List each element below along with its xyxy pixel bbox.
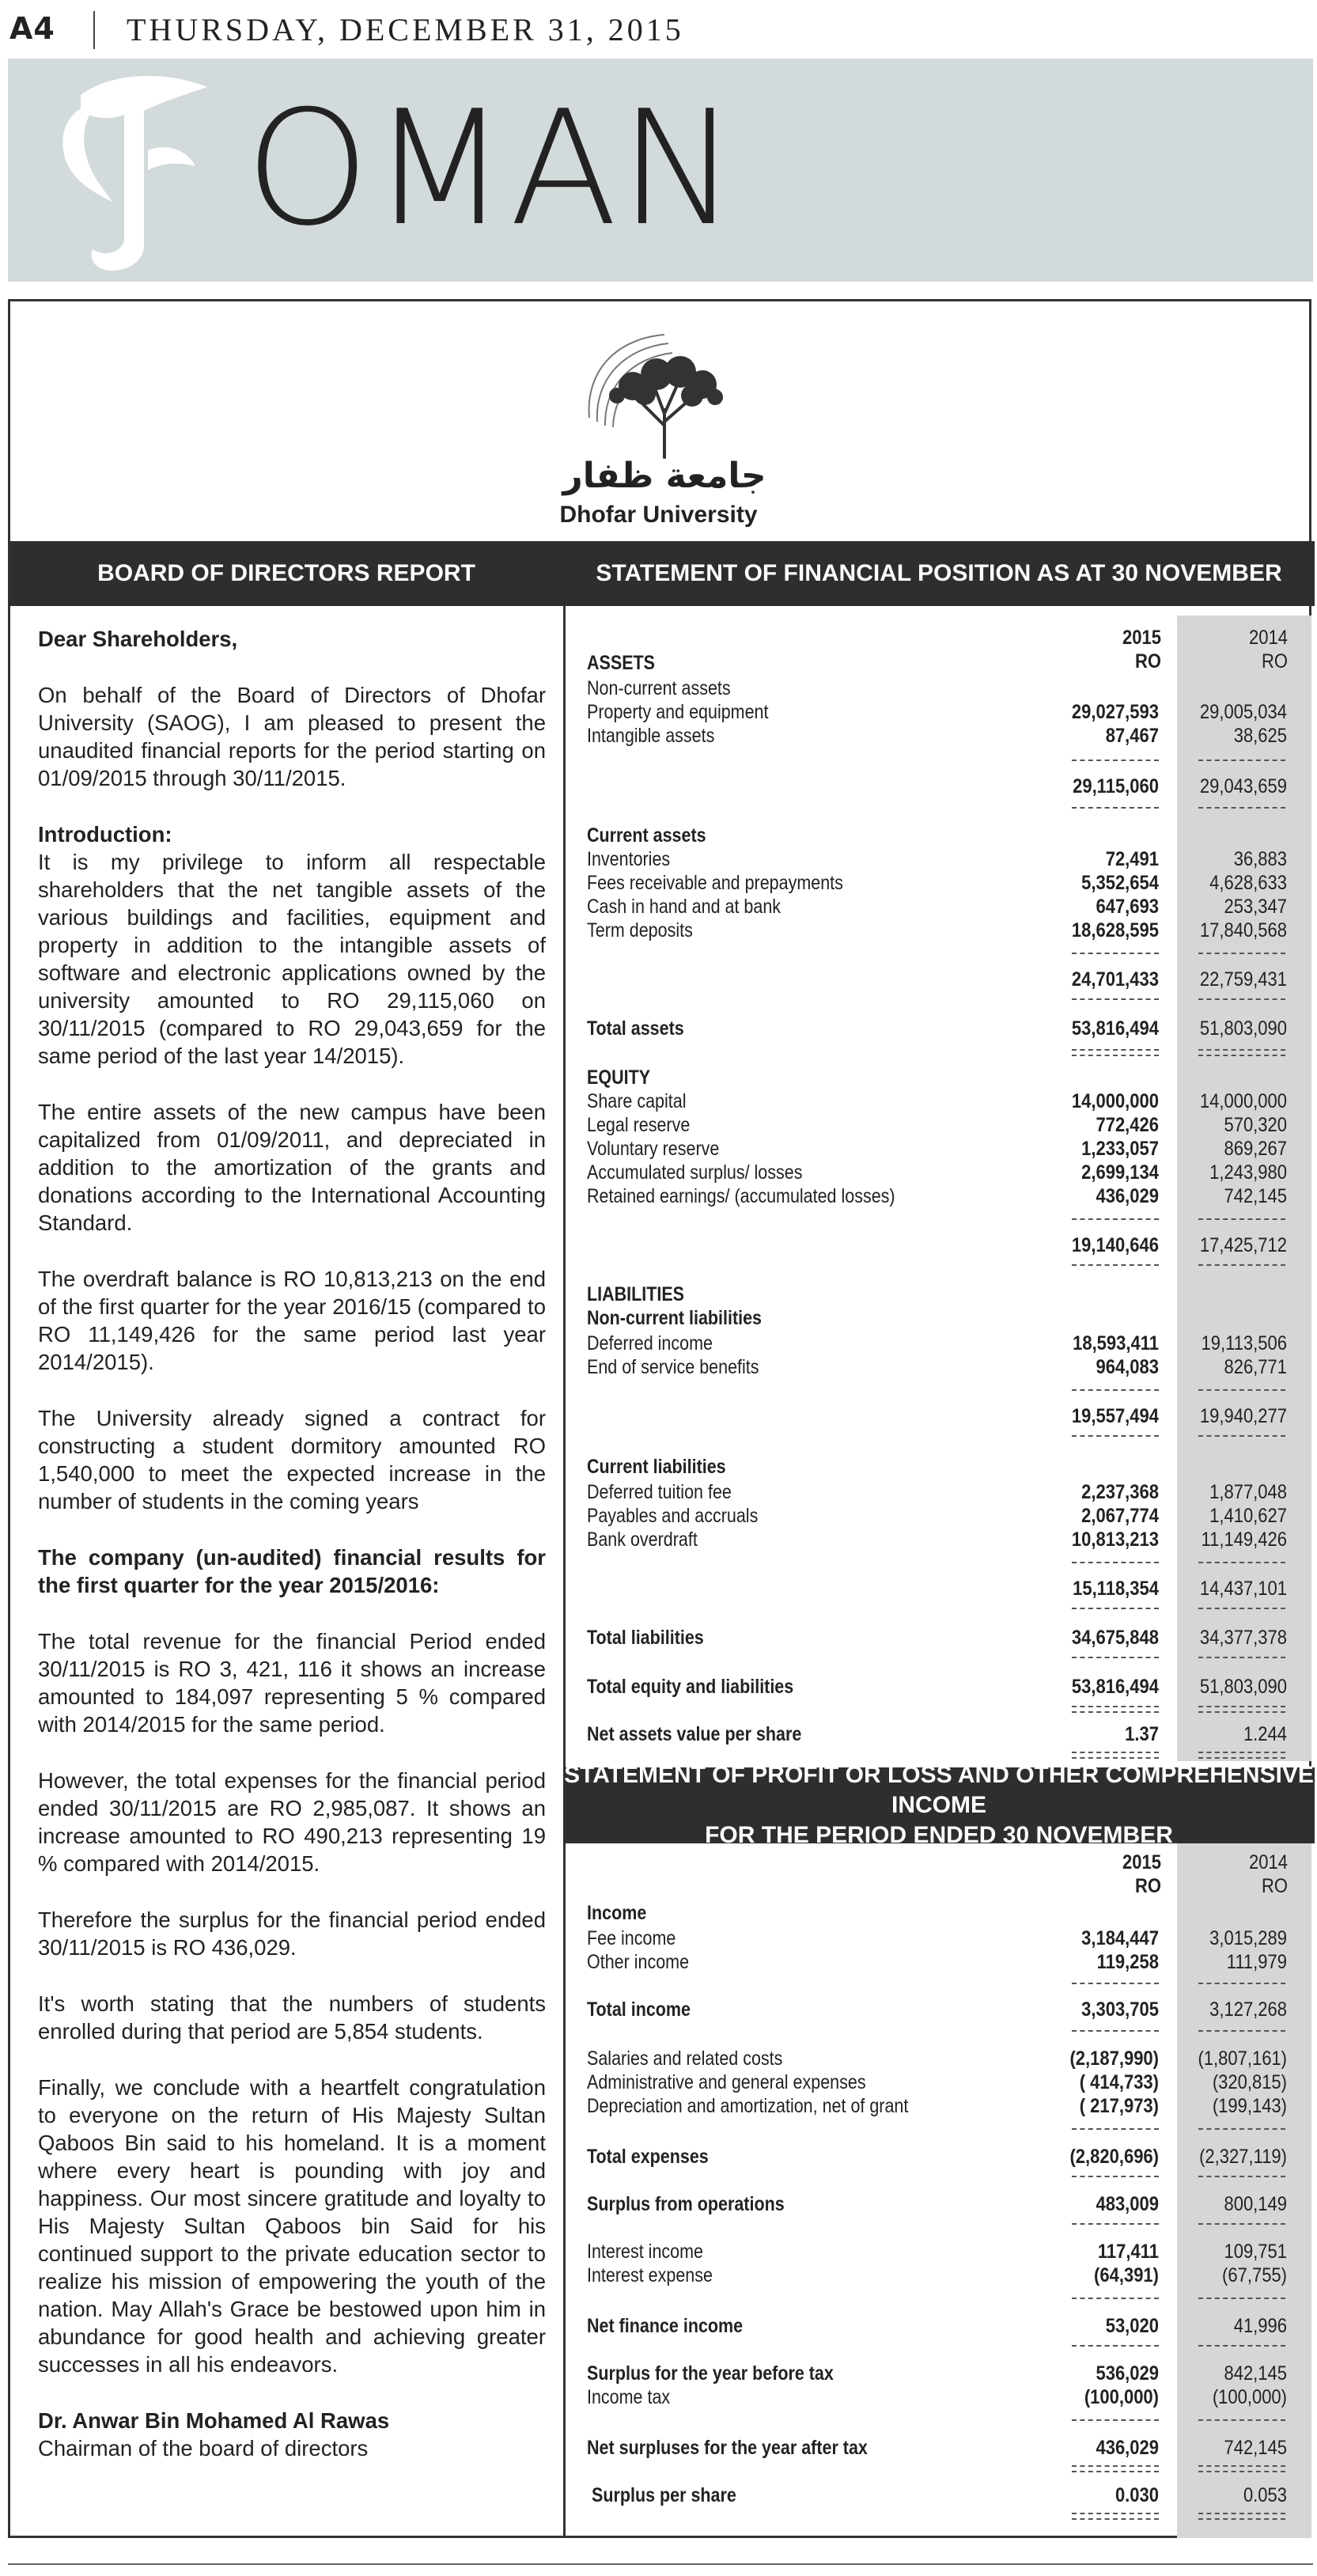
subtotal-rule	[1198, 1983, 1285, 1984]
non-current-assets-label: Non-current assets	[587, 677, 731, 699]
value-2014: 4,628,633	[1209, 872, 1287, 894]
assets-heading: ASSETS	[587, 652, 656, 674]
value-2015: 15,118,354	[1073, 1578, 1159, 1600]
value-2014: 17,840,568	[1199, 919, 1287, 941]
value-2015: (100,000)	[1084, 2386, 1159, 2408]
col-head-2015: 2015	[1122, 1851, 1161, 1873]
row-label: Surplus per share	[592, 2484, 736, 2506]
value-2015: ( 414,733)	[1079, 2071, 1159, 2093]
value-2015: 24,701,433	[1071, 968, 1159, 991]
value-2015: 18,593,411	[1073, 1332, 1159, 1354]
letter-paragraph: On behalf of the Board of Directors of Dhofar University (SAOG), I am pleased to present the unaudited financial reports for the period starting on 01/09/2015 through 30/11/2015.	[38, 683, 546, 790]
col-head-2015-unit: RO	[1135, 650, 1161, 672]
row-label: Administrative and general expenses	[587, 2071, 866, 2093]
page-bottom-rule	[8, 2563, 1313, 2565]
letter-paragraph: The overdraft balance is RO 10,813,213 on the end of the first quarter for the year 2016/15 (compared to RO 11,149,426 for the same period last year 2014/2015).	[38, 1267, 546, 1374]
row-label: Total liabilities	[587, 1627, 704, 1649]
value-2014: (67,755)	[1222, 2264, 1287, 2286]
value-2014: 14,000,000	[1199, 1090, 1287, 1112]
university-name-arabic: جامعة ظفار	[562, 456, 766, 496]
row-label: Term deposits	[587, 919, 693, 941]
value-2015: 2,237,368	[1081, 1481, 1159, 1503]
value-2015: 53,816,494	[1071, 1676, 1159, 1698]
value-2014: 111,979	[1226, 1951, 1287, 1973]
row-label: Deferred income	[587, 1332, 713, 1354]
salutation: Dear Shareholders,	[38, 627, 238, 651]
value-2015: 87,467	[1105, 725, 1159, 747]
value-2014: (320,815)	[1212, 2071, 1287, 2093]
intro-heading: Introduction:	[38, 822, 172, 847]
value-2015: 19,140,646	[1071, 1234, 1159, 1256]
value-2015: 436,029	[1096, 2437, 1159, 2459]
value-2015: 10,813,213	[1071, 1529, 1159, 1551]
value-2015: 119,258	[1096, 1951, 1159, 1973]
row-label: Fee income	[587, 1927, 676, 1949]
value-2015: 964,083	[1096, 1356, 1159, 1378]
letter-paragraph: The University already signed a contract for constructing a student dormitory amounted RO 1,540,000 to meet the expected increase in the number of students in the coming years	[38, 1406, 546, 1513]
value-2014: 869,267	[1224, 1138, 1287, 1160]
value-2014: 109,751	[1224, 2241, 1287, 2263]
value-2014: 22,759,431	[1199, 968, 1287, 991]
letter-paragraph: However, the total expenses for the financial period ended 30/11/2015 are RO 2,985,087. It shows an increase amounted to RO 490,213 representing 19 % compared with 2014/2015.	[38, 1768, 546, 1876]
row-label: Total equity and liabilities	[587, 1676, 794, 1698]
board-report-header: BOARD OF DIRECTORS REPORT	[9, 541, 563, 606]
row-label: Total expenses	[587, 2146, 709, 2168]
row-label: Accumulated surplus/ losses	[587, 1161, 803, 1184]
profit-loss-header-line1: STATEMENT OF PROFIT OR LOSS AND OTHER COMPREHENSIVE INCOME	[564, 1762, 1314, 1818]
row-label: Interest expense	[587, 2264, 713, 2286]
row-label: Intangible assets	[587, 725, 715, 747]
letter-paragraph: It is my privilege to inform all respectable shareholders that the net tangible assets of the various buildings and facilities, equipment and property in addition to the intangible assets of software and electronic applications owned by the university amounted to RO 29,115,060 on 30/11/2015 (compared to RO 29,043,659 for the same period of the last year 14/2015).	[38, 850, 546, 1068]
letter-paragraph: Therefore the surplus for the financial period ended 30/11/2015 is RO 436,029.	[38, 1907, 546, 1960]
col-head-2014: 2014	[1249, 627, 1288, 649]
row-label: End of service benefits	[587, 1356, 759, 1378]
row-label: Net assets value per share	[587, 1723, 802, 1745]
row-label: Surplus for the year before tax	[587, 2362, 834, 2385]
value-2014: 29,043,659	[1199, 775, 1287, 797]
row-label: Net surpluses for the year after tax	[587, 2437, 868, 2459]
value-2015: 3,303,705	[1081, 1998, 1159, 2021]
col-head-2015-unit: RO	[1135, 1875, 1161, 1897]
subtotal-rule	[1072, 2223, 1159, 2225]
row-label: Property and equipment	[587, 701, 769, 723]
total-double-rule	[1198, 2465, 1285, 2472]
value-2015: 14,000,000	[1071, 1090, 1159, 1112]
subtotal-rule	[1198, 2419, 1285, 2421]
current-liabilities-heading: Current liabilities	[587, 1456, 726, 1478]
row-label: Deferred tuition fee	[587, 1481, 732, 1503]
value-2014: 1,243,980	[1209, 1161, 1287, 1184]
row-label: Salaries and related costs	[587, 2048, 783, 2070]
value-2014: 253,347	[1224, 896, 1287, 918]
value-2015: 1.37	[1125, 1723, 1159, 1745]
value-2014: 826,771	[1224, 1356, 1287, 1378]
row-label: Cash in hand and at bank	[587, 896, 781, 918]
col-head-2014-unit: RO	[1262, 1875, 1288, 1897]
row-label: Total income	[587, 1998, 691, 2021]
row-label: Interest income	[587, 2241, 703, 2263]
value-2015: 29,027,593	[1071, 701, 1159, 723]
value-2015: 18,628,595	[1071, 919, 1159, 941]
signatory-title: Chairman of the board of directors	[38, 2436, 369, 2460]
value-2014: 51,803,090	[1199, 1017, 1287, 1040]
row-label: Net finance income	[587, 2315, 744, 2337]
row-label: Fees receivable and prepayments	[587, 872, 843, 894]
value-2015: 483,009	[1096, 2193, 1159, 2215]
subtotal-rule	[1198, 2345, 1285, 2347]
value-2015: 436,029	[1096, 1185, 1159, 1207]
total-double-rule	[1198, 2513, 1285, 2520]
section-title: OMAN	[245, 77, 740, 261]
subtotal-rule	[1198, 2128, 1285, 2130]
row-label: Retained earnings/ (accumulated losses)	[587, 1185, 895, 1207]
row-label: Income tax	[587, 2386, 671, 2408]
value-2014: 742,145	[1224, 2437, 1287, 2459]
letter-paragraph: The total revenue for the financial Period ended 30/11/2015 is RO 3, 421, 116 it shows an increase amounted to 184,097 representing 5 % compared with 2014/2015 for the same period.	[38, 1629, 546, 1737]
value-2014: 1,410,627	[1209, 1505, 1287, 1527]
value-2014: 1.244	[1243, 1723, 1287, 1745]
value-2014: 842,145	[1224, 2362, 1287, 2385]
value-2015: 0.030	[1115, 2484, 1159, 2506]
value-2015: (2,187,990)	[1069, 2048, 1159, 2070]
value-2014: 0.053	[1243, 2484, 1287, 2506]
subtotal-rule	[1072, 2345, 1159, 2347]
liabilities-heading: LIABILITIES	[587, 1283, 685, 1305]
value-2014: 570,320	[1224, 1114, 1287, 1136]
non-current-liabilities-heading: Non-current liabilities	[587, 1307, 763, 1329]
row-label: Bank overdraft	[587, 1529, 698, 1551]
value-2014: 38,625	[1233, 725, 1287, 747]
row-label: Depreciation and amortization, net of grant	[587, 2095, 909, 2117]
value-2015: 647,693	[1096, 896, 1159, 918]
subtotal-rule	[1072, 2128, 1159, 2130]
value-2015: (2,820,696)	[1069, 2146, 1159, 2168]
value-2014: (1,807,161)	[1198, 2048, 1287, 2070]
value-2014: (2,327,119)	[1199, 2146, 1287, 2168]
subtotal-rule	[1072, 2298, 1159, 2299]
value-2015: 772,426	[1096, 1114, 1159, 1136]
letter-paragraph: It's worth stating that the numbers of students enrolled during that period are 5,854 students.	[38, 1991, 546, 2044]
letter-paragraph: The entire assets of the new campus have been capitalized from 01/09/2011, and depreciated in addition to the amortization of the grants and donations according to the International Accounting Standard.	[38, 1100, 546, 1235]
value-2015: 29,115,060	[1073, 775, 1159, 797]
row-label: Voluntary reserve	[587, 1138, 720, 1160]
value-2014: (199,143)	[1212, 2095, 1287, 2117]
value-2015: 19,557,494	[1071, 1405, 1159, 1427]
subtotal-rule	[1198, 2030, 1285, 2032]
row-label: Surplus from operations	[587, 2193, 785, 2215]
value-2014: 14,437,101	[1199, 1578, 1287, 1600]
financial-position-header: STATEMENT OF FINANCIAL POSITION AS AT 30 NOVEMBER	[563, 541, 1315, 606]
current-assets-heading: Current assets	[587, 824, 706, 847]
value-2015: ( 217,973)	[1079, 2095, 1159, 2117]
row-label: Share capital	[587, 1090, 687, 1112]
value-2015: 72,491	[1105, 848, 1159, 870]
value-2014: 51,803,090	[1199, 1676, 1287, 1698]
value-2014: 1,877,048	[1209, 1481, 1287, 1503]
value-2014: 36,883	[1233, 848, 1287, 870]
page-number: A4	[9, 11, 55, 46]
row-label: Total assets	[587, 1017, 684, 1040]
signatory-name: Dr. Anwar Bin Mohamed Al Rawas	[38, 2408, 390, 2433]
total-double-rule	[1072, 2465, 1159, 2472]
value-2014: 800,149	[1224, 2193, 1287, 2215]
profit-loss-header-line2: FOR THE PERIOD ENDED 30 NOVEMBER	[705, 1822, 1173, 1848]
value-2015: (64,391)	[1094, 2264, 1159, 2286]
subtotal-rule	[1072, 1983, 1159, 1984]
subtotal-rule	[1072, 2030, 1159, 2032]
value-2014: 742,145	[1224, 1185, 1287, 1207]
subtotal-rule	[1072, 2419, 1159, 2421]
value-2014: 3,127,268	[1209, 1998, 1287, 2021]
value-2014: (100,000)	[1212, 2386, 1287, 2408]
university-name: Dhofar University	[559, 502, 758, 528]
value-2015: 3,184,447	[1081, 1927, 1159, 1949]
row-label: Other income	[587, 1951, 690, 1973]
value-2015: 53,816,494	[1071, 1017, 1159, 1040]
row-label: Legal reserve	[587, 1114, 691, 1136]
subtotal-rule	[1198, 2176, 1285, 2177]
value-2015: 2,067,774	[1081, 1505, 1159, 1527]
subtotal-rule	[1198, 2223, 1285, 2225]
value-2014: 41,996	[1233, 2315, 1287, 2337]
value-2014: 29,005,034	[1199, 701, 1287, 723]
subtotal-rule	[1198, 2298, 1285, 2299]
equity-heading: EQUITY	[587, 1066, 651, 1089]
col-head-2014: 2014	[1249, 1851, 1288, 1873]
subtotal-rule	[1072, 2176, 1159, 2177]
value-2014: 34,377,378	[1199, 1627, 1287, 1649]
value-2015: 53,020	[1105, 2315, 1159, 2337]
value-2015: 34,675,848	[1071, 1627, 1159, 1649]
value-2015: 5,352,654	[1081, 872, 1159, 894]
total-double-rule	[1072, 2513, 1159, 2520]
row-label: Inventories	[587, 848, 671, 870]
value-2014: 19,113,506	[1201, 1332, 1287, 1354]
value-2015: 2,699,134	[1081, 1161, 1159, 1184]
value-2015: 117,411	[1097, 2241, 1159, 2263]
value-2015: 536,029	[1096, 2362, 1159, 2385]
results-heading: The company (un-audited) financial results for the first quarter for the year 2015/2016:	[38, 1545, 546, 1597]
value-2014: 19,940,277	[1199, 1405, 1287, 1427]
value-2015: 1,233,057	[1081, 1138, 1159, 1160]
value-2014: 3,015,289	[1209, 1927, 1287, 1949]
income-heading: Income	[587, 1902, 647, 1924]
masthead-date: THURSDAY, DECEMBER 31, 2015	[127, 12, 684, 47]
col-head-2015: 2015	[1122, 627, 1161, 649]
value-2014: 17,425,712	[1199, 1234, 1287, 1256]
letter-paragraph: Finally, we conclude with a heartfelt congratulation to everyone on the return of His Majesty Sultan Qaboos Bin said to his homeland. It is a moment where every heart is pounding with joy and happiness. Our most sincere gratitude and loyalty to His Majesty Sultan Qaboos bin Said for his continued support to the private education sector to realize his mission of empowering the youth of the nation. May Allah's Grace be bestowed upon him in abundance for good health and achieving greater successes in all his endeavors.	[38, 2075, 546, 2377]
value-2014: 11,149,426	[1201, 1529, 1287, 1551]
col-head-2014-unit: RO	[1262, 650, 1288, 672]
row-label: Payables and accruals	[587, 1505, 759, 1527]
